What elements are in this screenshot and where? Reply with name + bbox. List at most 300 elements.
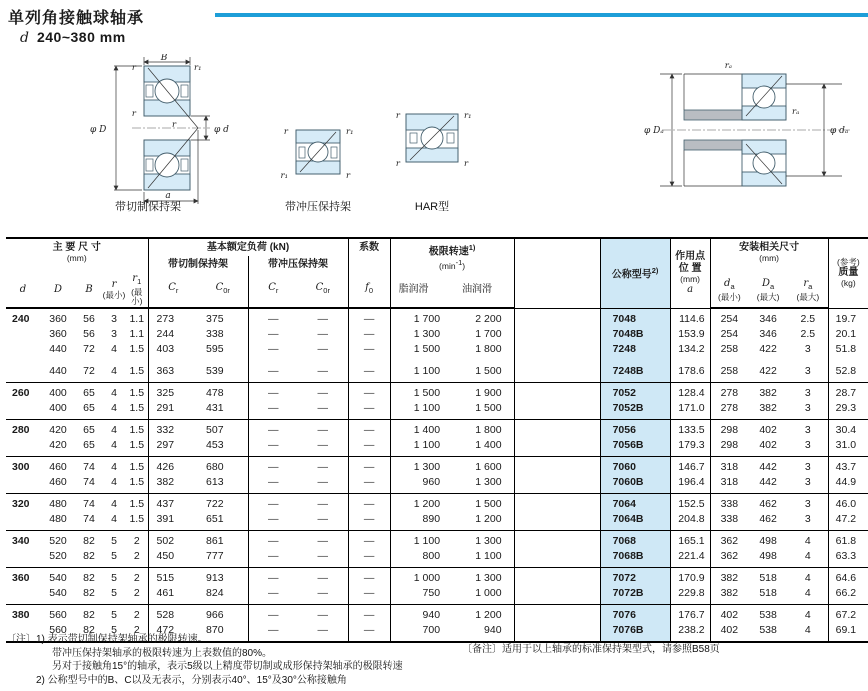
cell-f0: — xyxy=(348,342,390,357)
cell-B: 82 xyxy=(76,568,102,587)
cell-oil-speed: 940 xyxy=(452,623,514,642)
cell-grease-speed: 750 xyxy=(422,587,441,600)
cell-Da: 382 xyxy=(759,402,777,415)
cell-r: 4 xyxy=(111,343,117,356)
cell-ra: 3 xyxy=(788,512,828,531)
cell-load-center: 176.7 xyxy=(670,605,710,624)
cell-D: 360 xyxy=(49,328,67,341)
table-row xyxy=(6,357,868,383)
cell-designation: 7068B xyxy=(600,549,670,568)
cell-Cr-pressed: — xyxy=(268,343,279,356)
cell-mass: 69.1 xyxy=(835,624,857,637)
cell-Da: 462 xyxy=(748,494,788,513)
cell-D: 540 xyxy=(40,568,76,587)
cell-designation: 7064B xyxy=(600,512,670,531)
cell-f0: — xyxy=(348,475,390,494)
cell-mass: 29.3 xyxy=(835,402,857,415)
cell-r: 4 xyxy=(102,383,126,402)
cell-load-center: 171.0 xyxy=(670,401,710,420)
cell-ra: 4 xyxy=(788,568,828,587)
cell-B: 56 xyxy=(83,328,95,341)
cell-designation: 7048B xyxy=(600,327,670,342)
table-row xyxy=(6,475,868,494)
cell-f0: — xyxy=(348,383,390,402)
cell-spacer xyxy=(514,531,600,550)
table-row xyxy=(6,383,868,402)
remark-note: 〔备注〕适用于以上轴承的标准保持架型式，请参照B58页 xyxy=(462,644,720,655)
cell-load-center: 114.6 xyxy=(670,308,710,327)
footnote-line: 〔注〕1) 表示带切制保持架轴承的极限转速。 xyxy=(6,634,208,645)
cell-grease-speed: 1 100 xyxy=(413,365,441,378)
cell-C0r-pressed: — xyxy=(298,383,348,402)
cell-C0r-pressed: — xyxy=(298,327,348,342)
cell-f0: — xyxy=(348,512,390,531)
cell-spacer xyxy=(514,383,600,402)
cell-C0r-machined: 824 xyxy=(198,586,248,605)
cell-r1: 2 xyxy=(126,623,148,642)
cell-oil-speed: 1 200 xyxy=(452,512,514,531)
table-header xyxy=(6,238,868,308)
cell-r1: 2 xyxy=(126,531,148,550)
cell-Cr-machined: 297 xyxy=(156,439,175,452)
cell-Cr-pressed: — xyxy=(248,383,298,402)
cell-spacer xyxy=(514,308,600,327)
cell-load-center: 221.4 xyxy=(670,549,710,568)
cell-B: 82 xyxy=(76,605,102,624)
cell-oil-speed: 1 800 xyxy=(452,420,514,439)
cell-d: 340 xyxy=(6,531,40,550)
cell-r: 4 xyxy=(111,439,117,452)
cell-d xyxy=(6,586,40,605)
cell-grease-speed: 1 500 xyxy=(390,383,452,402)
cell-Cr-machined: 291 xyxy=(156,402,175,415)
cell-mass: 61.8 xyxy=(828,531,868,550)
cell-B: 72 xyxy=(83,365,95,378)
cell-oil-speed: 1 500 xyxy=(452,494,514,513)
cell-d xyxy=(6,327,40,342)
cell-load-center: 204.8 xyxy=(670,512,710,531)
cell-oil-speed: 2 200 xyxy=(452,308,514,327)
dim-phiD-label: φ D xyxy=(90,125,107,135)
cell-r: 5 xyxy=(111,587,117,600)
cell-da: 338 xyxy=(720,513,739,526)
cell-da: 338 xyxy=(710,494,748,513)
cell-grease-speed: 890 xyxy=(422,513,441,526)
caption-pressed-cage: 带冲压保持架 xyxy=(285,201,351,213)
cell-spacer xyxy=(514,475,600,494)
cell-mass: 66.2 xyxy=(835,587,857,600)
dim-phid-label: φ d xyxy=(214,125,229,135)
cell-Da: 402 xyxy=(748,420,788,439)
cell-da: 402 xyxy=(720,624,739,637)
dim-phida-label: φ dₐ xyxy=(830,126,849,136)
cell-Da: 346 xyxy=(748,308,788,327)
header-limiting-speed: 极限转速$^{1)}$ $(\min^{-1})$ xyxy=(390,238,514,272)
pressed-cage-section-drawing xyxy=(266,120,370,184)
cell-Da: 498 xyxy=(748,531,788,550)
dim-r1-label: r₁ xyxy=(464,111,472,121)
cell-Cr-pressed: — xyxy=(268,439,279,452)
cell-r1: 1.5 xyxy=(126,383,148,402)
cell-C0r-pressed: — xyxy=(298,401,348,420)
cell-f0: — xyxy=(348,357,390,383)
cell-C0r-machined: 595 xyxy=(198,342,248,357)
cell-spacer xyxy=(514,401,600,420)
dim-r-label: r xyxy=(395,159,400,169)
dim-r-label: r xyxy=(131,63,136,73)
cell-ra: 3 xyxy=(788,438,828,457)
cell-C0r-machined: 375 xyxy=(198,308,248,327)
cell-Da: 518 xyxy=(759,587,777,600)
header-mass: (参考) 质量 (kg) xyxy=(837,257,860,289)
bore-range-subtitle xyxy=(20,29,126,46)
cell-ra: 3 xyxy=(788,494,828,513)
cell-B: 56 xyxy=(76,308,102,327)
cell-C0r-machined: 338 xyxy=(198,327,248,342)
cell-Da: 402 xyxy=(759,439,777,452)
bore-range: 240~380 mm xyxy=(36,29,126,45)
cell-designation: 7056B xyxy=(600,438,670,457)
cell-designation: 7056 xyxy=(600,420,670,439)
cell-da: 258 xyxy=(720,365,739,378)
cell-load-center: 153.9 xyxy=(670,327,710,342)
table-row xyxy=(6,494,868,513)
cell-r1: 1.5 xyxy=(126,438,148,457)
cell-D: 420 xyxy=(40,420,76,439)
cell-r: 5 xyxy=(111,550,117,563)
cell-Cr-pressed: — xyxy=(248,568,298,587)
cell-mass: 28.7 xyxy=(828,383,868,402)
cell-da: 362 xyxy=(710,531,748,550)
cell-D: 560 xyxy=(40,605,76,624)
cell-oil-speed: 1 300 xyxy=(452,475,514,494)
cell-grease-speed: 1 500 xyxy=(413,343,441,356)
caption-machined-cage: 带切制保持架 xyxy=(115,201,181,213)
cell-C0r-machined: 722 xyxy=(198,494,248,513)
cell-designation: 7064 xyxy=(600,494,670,513)
cell-Da: 538 xyxy=(748,605,788,624)
cell-d: 260 xyxy=(6,383,40,402)
cell-designation: 7076 xyxy=(600,605,670,624)
cell-r: 3 xyxy=(102,308,126,327)
cell-B: 82 xyxy=(83,550,95,563)
cell-load-center: 134.2 xyxy=(670,342,710,357)
cell-C0r-pressed: — xyxy=(298,357,348,383)
cell-r: 4 xyxy=(102,420,126,439)
cell-spacer xyxy=(514,494,600,513)
dim-r-label: r xyxy=(346,171,351,181)
cell-grease-speed: 1 000 xyxy=(390,568,452,587)
cell-Cr-pressed: — xyxy=(248,494,298,513)
diagram-machined-cage xyxy=(88,54,273,208)
cell-C0r-pressed: — xyxy=(298,568,348,587)
col-C0r-pressed: $C_{0r}$ xyxy=(298,272,348,308)
cell-Cr-machined: 515 xyxy=(148,568,198,587)
cell-f0: — xyxy=(348,420,390,439)
cell-D: 400 xyxy=(40,383,76,402)
cell-B: 65 xyxy=(76,383,102,402)
cell-mass: 67.2 xyxy=(828,605,868,624)
col-f0: $f_0$ xyxy=(348,272,390,308)
header-designation: 公称型号$^{2)}$ xyxy=(600,238,670,308)
cell-Cr-machined: 502 xyxy=(148,531,198,550)
cell-B: 74 xyxy=(83,513,95,526)
cell-B: 65 xyxy=(76,420,102,439)
cell-spacer xyxy=(514,605,600,624)
cell-r1: 1.5 xyxy=(126,494,148,513)
cell-f0: — xyxy=(348,438,390,457)
cell-Cr-pressed: — xyxy=(268,550,279,563)
footnote-line: 带冲压保持架轴承的极限转速为上表数值的80%。 xyxy=(52,647,273,659)
cell-d: 380 xyxy=(6,605,40,624)
table-row xyxy=(6,568,868,587)
cell-D: 420 xyxy=(49,439,67,452)
cell-r: 5 xyxy=(102,605,126,624)
cell-mass: 20.1 xyxy=(835,328,857,341)
cell-spacer xyxy=(514,568,600,587)
cell-f0: — xyxy=(348,457,390,476)
cell-C0r-pressed: — xyxy=(298,475,348,494)
cell-C0r-machined: 539 xyxy=(198,357,248,383)
cell-mass: 43.7 xyxy=(828,457,868,476)
cell-f0: — xyxy=(348,401,390,420)
cell-d: 320 xyxy=(6,494,40,513)
cell-r: 5 xyxy=(102,531,126,550)
cell-r: 4 xyxy=(111,365,117,378)
cell-C0r-pressed: — xyxy=(298,342,348,357)
header-main-dimensions: 主 要 尺 寸 (mm) xyxy=(6,238,148,272)
cell-spacer xyxy=(514,327,600,342)
cell-D: 460 xyxy=(49,476,67,489)
cell-grease-speed: 1 200 xyxy=(390,494,452,513)
cell-r1: 2 xyxy=(126,549,148,568)
cell-load-center: 179.3 xyxy=(670,438,710,457)
cell-da: 278 xyxy=(710,383,748,402)
cell-grease-speed: 700 xyxy=(422,624,441,637)
cell-designation: 7248B xyxy=(600,357,670,383)
cell-spacer xyxy=(514,420,600,439)
cell-ra: 3 xyxy=(788,357,828,383)
cell-C0r-machined: 453 xyxy=(198,438,248,457)
cell-grease-speed: 1 300 xyxy=(413,328,441,341)
cell-load-center: 146.7 xyxy=(670,457,710,476)
cell-B: 82 xyxy=(76,531,102,550)
cell-Cr-machined: 472 xyxy=(156,624,175,637)
cell-C0r-machined: 507 xyxy=(198,420,248,439)
cell-da: 402 xyxy=(710,605,748,624)
cell-ra: 2.5 xyxy=(788,308,828,327)
dim-ra-label: rₐ xyxy=(724,61,732,71)
dim-phiDa-label: φ Dₐ xyxy=(644,126,664,136)
cell-r: 5 xyxy=(102,568,126,587)
table-row xyxy=(6,605,868,624)
cell-designation: 7068 xyxy=(600,531,670,550)
dim-r1-label: r₁ xyxy=(194,63,202,73)
cell-Cr-machined: 273 xyxy=(148,308,198,327)
cell-C0r-pressed: — xyxy=(298,494,348,513)
dim-B-label: B xyxy=(160,54,168,63)
cell-designation: 7072B xyxy=(600,586,670,605)
cell-load-center: 238.2 xyxy=(670,623,710,642)
cell-load-center: 170.9 xyxy=(670,568,710,587)
cell-C0r-pressed: — xyxy=(298,457,348,476)
cell-B: 82 xyxy=(83,587,95,600)
dim-a-label: a xyxy=(165,191,171,201)
table-row xyxy=(6,512,868,531)
dim-r-label: r xyxy=(131,109,136,119)
header-basic-load-rating: 基本额定负荷 (kN) xyxy=(148,238,348,256)
col-r1: $r_1$ (最小) xyxy=(126,272,148,308)
cell-B: 72 xyxy=(83,343,95,356)
cell-Cr-pressed: — xyxy=(268,624,279,637)
cell-spacer xyxy=(514,457,600,476)
cell-Cr-machined: 461 xyxy=(156,587,175,600)
cell-C0r-pressed: — xyxy=(298,512,348,531)
cell-Cr-machined: 363 xyxy=(156,365,175,378)
cell-mass: 44.9 xyxy=(835,476,857,489)
cell-D: 460 xyxy=(40,457,76,476)
table-row xyxy=(6,308,868,327)
cell-r: 4 xyxy=(111,476,117,489)
cell-da: 298 xyxy=(720,439,739,452)
cell-grease-speed: 1 100 xyxy=(413,439,441,452)
col-oil-lubrication: 油润滑 xyxy=(452,272,514,308)
cell-r: 4 xyxy=(111,513,117,526)
footnote-line: 2) 公称型号中的B、C以及无表示，分别表示40°、15°及30°公称接触角 xyxy=(36,674,347,686)
table-row xyxy=(6,438,868,457)
cell-d xyxy=(6,475,40,494)
cell-Cr-pressed: — xyxy=(268,476,279,489)
cell-r1: 1.5 xyxy=(126,457,148,476)
cell-da: 254 xyxy=(720,328,739,341)
dim-r-label: r xyxy=(172,120,177,130)
table-row xyxy=(6,327,868,342)
cell-Da: 442 xyxy=(748,457,788,476)
cell-r: 4 xyxy=(111,402,117,415)
col-D: D xyxy=(40,272,76,308)
cell-oil-speed: 1 300 xyxy=(452,531,514,550)
cell-C0r-machined: 913 xyxy=(198,568,248,587)
cell-D: 480 xyxy=(40,494,76,513)
cell-Da: 346 xyxy=(759,328,777,341)
cell-D: 440 xyxy=(49,365,67,378)
cell-d xyxy=(6,401,40,420)
cell-oil-speed: 1 900 xyxy=(452,383,514,402)
cell-Cr-machined: 332 xyxy=(148,420,198,439)
cell-da: 318 xyxy=(720,476,739,489)
bearing-table-body xyxy=(6,308,868,642)
cell-Cr-pressed: — xyxy=(268,513,279,526)
cell-C0r-pressed: — xyxy=(298,531,348,550)
cell-Da: 498 xyxy=(759,550,777,563)
cell-C0r-machined: 431 xyxy=(198,401,248,420)
cell-oil-speed: 1 000 xyxy=(452,586,514,605)
title-accent-rule xyxy=(215,13,868,17)
cell-da: 318 xyxy=(710,457,748,476)
cell-Cr-machined: 450 xyxy=(156,550,175,563)
cell-grease-speed: 940 xyxy=(390,605,452,624)
cell-ra: 2.5 xyxy=(788,327,828,342)
cell-designation: 7072 xyxy=(600,568,670,587)
cell-C0r-pressed: — xyxy=(298,308,348,327)
cell-D: 440 xyxy=(49,343,67,356)
cell-load-center: 196.4 xyxy=(670,475,710,494)
cell-C0r-machined: 478 xyxy=(198,383,248,402)
dim-r-label: r xyxy=(464,159,469,169)
cell-Cr-machined: 382 xyxy=(156,476,175,489)
cell-C0r-machined: 966 xyxy=(198,605,248,624)
cell-C0r-pressed: — xyxy=(298,605,348,624)
cell-mass: 31.0 xyxy=(835,439,857,452)
cell-f0: — xyxy=(348,308,390,327)
header-load-center: 作用点 位 置 (mm) a xyxy=(670,238,710,308)
cell-r1: 2 xyxy=(126,568,148,587)
cell-designation: 7248 xyxy=(600,342,670,357)
cell-mass: 46.0 xyxy=(828,494,868,513)
col-grease-lubrication: 脂润滑 xyxy=(390,272,452,308)
cell-oil-speed: 1 200 xyxy=(452,605,514,624)
col-Cr-pressed: $C_r$ xyxy=(248,272,298,308)
cell-grease-speed: 1 700 xyxy=(390,308,452,327)
cell-C0r-machined: 651 xyxy=(198,512,248,531)
col-B: B xyxy=(76,272,102,308)
cell-mass: 52.8 xyxy=(835,365,857,378)
cell-C0r-pressed: — xyxy=(298,438,348,457)
cell-load-center: 128.4 xyxy=(670,383,710,402)
col-Da: $D_a$ (最大) xyxy=(748,272,788,308)
cell-D: 540 xyxy=(49,587,67,600)
cell-Cr-pressed: — xyxy=(268,328,279,341)
cell-load-center: 178.6 xyxy=(670,357,710,383)
cell-spacer xyxy=(514,512,600,531)
footnote-line: 另对于接触角15°的轴承，表示5级以上精度带切制或成形保持架轴承的极限转速 xyxy=(52,661,403,672)
col-da: $d_a$ (最小) xyxy=(710,272,748,308)
cell-Cr-pressed: — xyxy=(248,531,298,550)
cell-oil-speed: 1 500 xyxy=(452,357,514,383)
cell-oil-speed: 1 600 xyxy=(452,457,514,476)
cell-load-center: 133.5 xyxy=(670,420,710,439)
cell-designation: 7060 xyxy=(600,457,670,476)
cell-r1: 2 xyxy=(126,605,148,624)
cell-Cr-pressed: — xyxy=(268,402,279,415)
cell-mass: 64.6 xyxy=(828,568,868,587)
cell-f0: — xyxy=(348,623,390,642)
cell-ra: 3 xyxy=(788,342,828,357)
cell-r1: 1.1 xyxy=(126,308,148,327)
cell-C0r-machined: 613 xyxy=(198,475,248,494)
col-ra: $r_a$ (最大) xyxy=(788,272,828,308)
header-mounting-dimensions: 安装相关尺寸 (mm) xyxy=(710,238,828,272)
cell-C0r-pressed: — xyxy=(298,623,348,642)
cell-d xyxy=(6,438,40,457)
cell-da: 278 xyxy=(720,402,739,415)
cell-r1: 1.5 xyxy=(126,420,148,439)
cell-grease-speed: 960 xyxy=(422,476,441,489)
col-Cr-machined: $C_r$ xyxy=(148,272,198,308)
diagram-mounting-dimensions xyxy=(642,54,864,206)
cell-da: 382 xyxy=(710,568,748,587)
cell-grease-speed: 1 400 xyxy=(390,420,452,439)
mounting-dimensions-drawing xyxy=(642,54,864,206)
cell-Da: 462 xyxy=(759,513,777,526)
table-row xyxy=(6,531,868,550)
cell-B: 65 xyxy=(83,439,95,452)
cell-ra: 4 xyxy=(788,605,828,624)
cell-r: 4 xyxy=(102,494,126,513)
cell-oil-speed: 1 700 xyxy=(452,327,514,342)
cell-Cr-pressed: — xyxy=(248,605,298,624)
cell-grease-speed: 800 xyxy=(422,550,441,563)
